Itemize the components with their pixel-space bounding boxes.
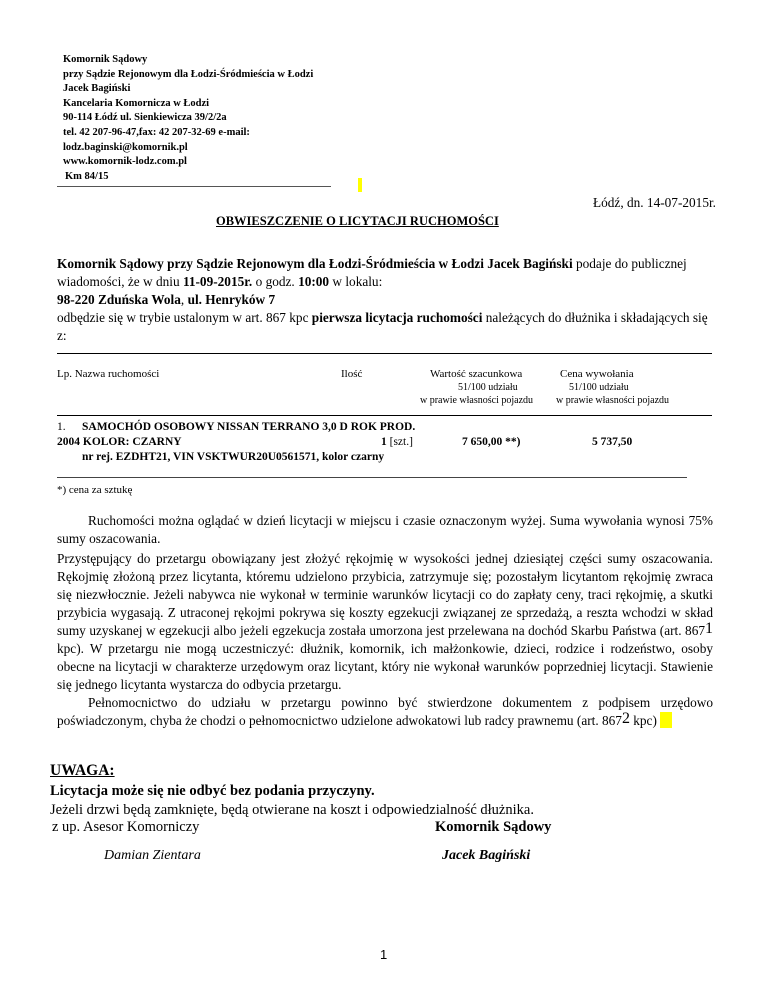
header-value-sub: 51/100 udziału — [458, 382, 518, 393]
header-line: tel. 42 207-96-47,fax: 42 207-32-69 e-mail: — [63, 126, 250, 138]
header-value-sub: w prawie własności pojazdu — [420, 395, 534, 406]
signature-left-name: Damian Zientara — [104, 848, 201, 863]
header-lp-name: Lp. Nazwa ruchomości — [57, 368, 160, 380]
signature-right-role: Komornik Sądowy — [435, 819, 552, 835]
page-number: 1 — [380, 947, 388, 962]
paragraph-text: kpc) — [629, 713, 657, 728]
signature-right-name: Jacek Bagiński — [442, 848, 531, 863]
footnote: *) cena za sztukę — [57, 484, 133, 496]
bailiff-name: Komornik Sądowy przy Sądzie Rejonowym dla Łodzi-Śródmieścia w Łodzi Jacek Bagiński — [57, 256, 573, 271]
paragraph-text: Przystępujący do przetargu obowiązany jest złożyć rękojmię w wysokości jednej dziesiątej części sumy oszacowania. Rękojmię złożoną przez licytanta, któremu udzielono przybicia, zatrzymuje się; pozostałym licytantom rękojmię zwraca się niezwłocznie. Jeżeli nabywca nie wykonał w terminie warunków licytacji co do zapłaty ceny, traci rękojmię, a skutki przybicia wygasają. Z utraconej rękojmi pokrywa się koszty egzekucji związanej ze sprzedażą, a reszta wchodzi w skład sumy uzyskanej w egzekucji albo jeżeli egzekucja została umorzona jest przelewana na dochód Skarbu Państwa (art. 867 — [57, 551, 713, 638]
paragraph-proxy — [57, 694, 713, 730]
auction-time: 10:00 — [298, 274, 330, 289]
table-bottom-rule — [57, 477, 687, 478]
item-unit: [szt.] — [386, 436, 413, 448]
intro-text: podaje do publicznej wiadomości, że w dniu — [57, 256, 687, 289]
table-header-rule — [57, 415, 712, 416]
item-starting-price: 5 737,50 — [592, 436, 633, 448]
header-line: Jacek Bagiński — [63, 83, 131, 95]
header-price-sub: w prawie własności pojazdu — [556, 395, 670, 406]
header-estimated-value: Wartość szacunkowa — [430, 368, 523, 380]
highlight-mark — [358, 178, 362, 192]
case-number: Km 84/15 — [65, 170, 109, 182]
auction-address-city: 98-220 Zduńska Wola — [57, 292, 181, 307]
table-row — [57, 420, 717, 465]
note-line: Jeżeli drzwi będą zamknięte, będą otwierane na koszt i odpowiedzialność dłużnika. — [50, 802, 534, 818]
item-quantity: 1 — [381, 436, 387, 448]
header-line: 90-114 Łódź ul. Sienkiewicza 39/2/2a — [63, 112, 227, 124]
highlight-mark — [660, 712, 672, 728]
paragraph-text: Pełnomocnictwo do udziału w przetargu powinno być stwierdzone dokumentem z podpisem urzędowo poświadczonym, chyba że chodzi o pełnomocnictwo udzielone adwokatowi lub radcy prawnemu (art. 867 — [57, 695, 713, 728]
note-line: Licytacja może się nie odbyć bez podania przyczyny. — [50, 783, 375, 799]
intro-text: odbędzie się w trybie ustalonym w art. 867 kpc — [57, 310, 312, 325]
note-heading: UWAGA: — [50, 762, 115, 779]
item-estimated-value: 7 650,00 **) — [462, 436, 521, 448]
header-line: Komornik Sądowy — [63, 54, 148, 65]
auction-type: pierwsza licytacja ruchomości — [311, 310, 483, 325]
item-details: nr rej. EZDHT21, VIN VSKTWUR20U0561571, kolor czarny — [82, 451, 385, 463]
header-divider — [57, 186, 331, 187]
superscript: 2 — [621, 710, 630, 727]
item-name-line1: SAMOCHÓD OSOBOWY NISSAN TERRANO 3,0 D ROK PROD. — [82, 421, 416, 433]
auction-date: 11-09-2015r. — [182, 274, 253, 289]
header-line: www.komornik-lodz.com.pl — [63, 156, 187, 168]
auction-address-street: ul. Henryków 7 — [187, 292, 276, 307]
paragraph-text: kpc). W przetargu nie mogą uczestniczyć: dłużnik, komornik, ich małżonkowie, dzieci, rodzice i rodzeństwo, osoby obecne na licytacji w charakterze urzędowym oraz licytant, który nie wykonał warunków poprzedniej licytacji. Stawienie się jednego licytanta wystarcza do odbycia przetargu. — [57, 641, 713, 692]
intro-text: należących do dłużnika i składających się z: — [57, 310, 708, 343]
item-lp: 1. — [57, 421, 66, 433]
document-date: Łódź, dn. 14-07-2015r. — [593, 195, 716, 210]
intro-text: w lokalu: — [329, 274, 383, 289]
paragraph-viewing: Ruchomości można oglądać w dzień licytacji w miejscu i czasie oznaczonym wyżej. Suma wywołania wynosi 75% sumy oszacowania. — [57, 513, 713, 546]
header-line: Kancelaria Komornicza w Łodzi — [63, 97, 210, 109]
paragraph-deposit — [57, 550, 713, 694]
header-price-sub: 51/100 udziału — [569, 382, 629, 393]
bailiff-header — [63, 53, 313, 184]
header-line: lodz.baginski@komornik.pl — [63, 141, 188, 153]
intro-paragraph — [57, 255, 717, 345]
signature-left-role: z up. Asesor Komorniczy — [52, 819, 200, 835]
document-title: OBWIESZCZENIE O LICYTACJI RUCHOMOŚCI — [216, 214, 499, 228]
intro-text: , — [180, 292, 188, 307]
item-name-line2: 2004 KOLOR: CZARNY — [57, 436, 182, 448]
table-top-rule — [57, 353, 712, 354]
header-quantity: Ilość — [341, 368, 363, 380]
header-line: przy Sądzie Rejonowym dla Łodzi-Śródmieścia w Łodzi — [63, 68, 314, 80]
header-starting-price: Cena wywołania — [560, 368, 634, 380]
superscript: 1 — [705, 620, 713, 637]
intro-text: o godz. — [252, 274, 299, 289]
